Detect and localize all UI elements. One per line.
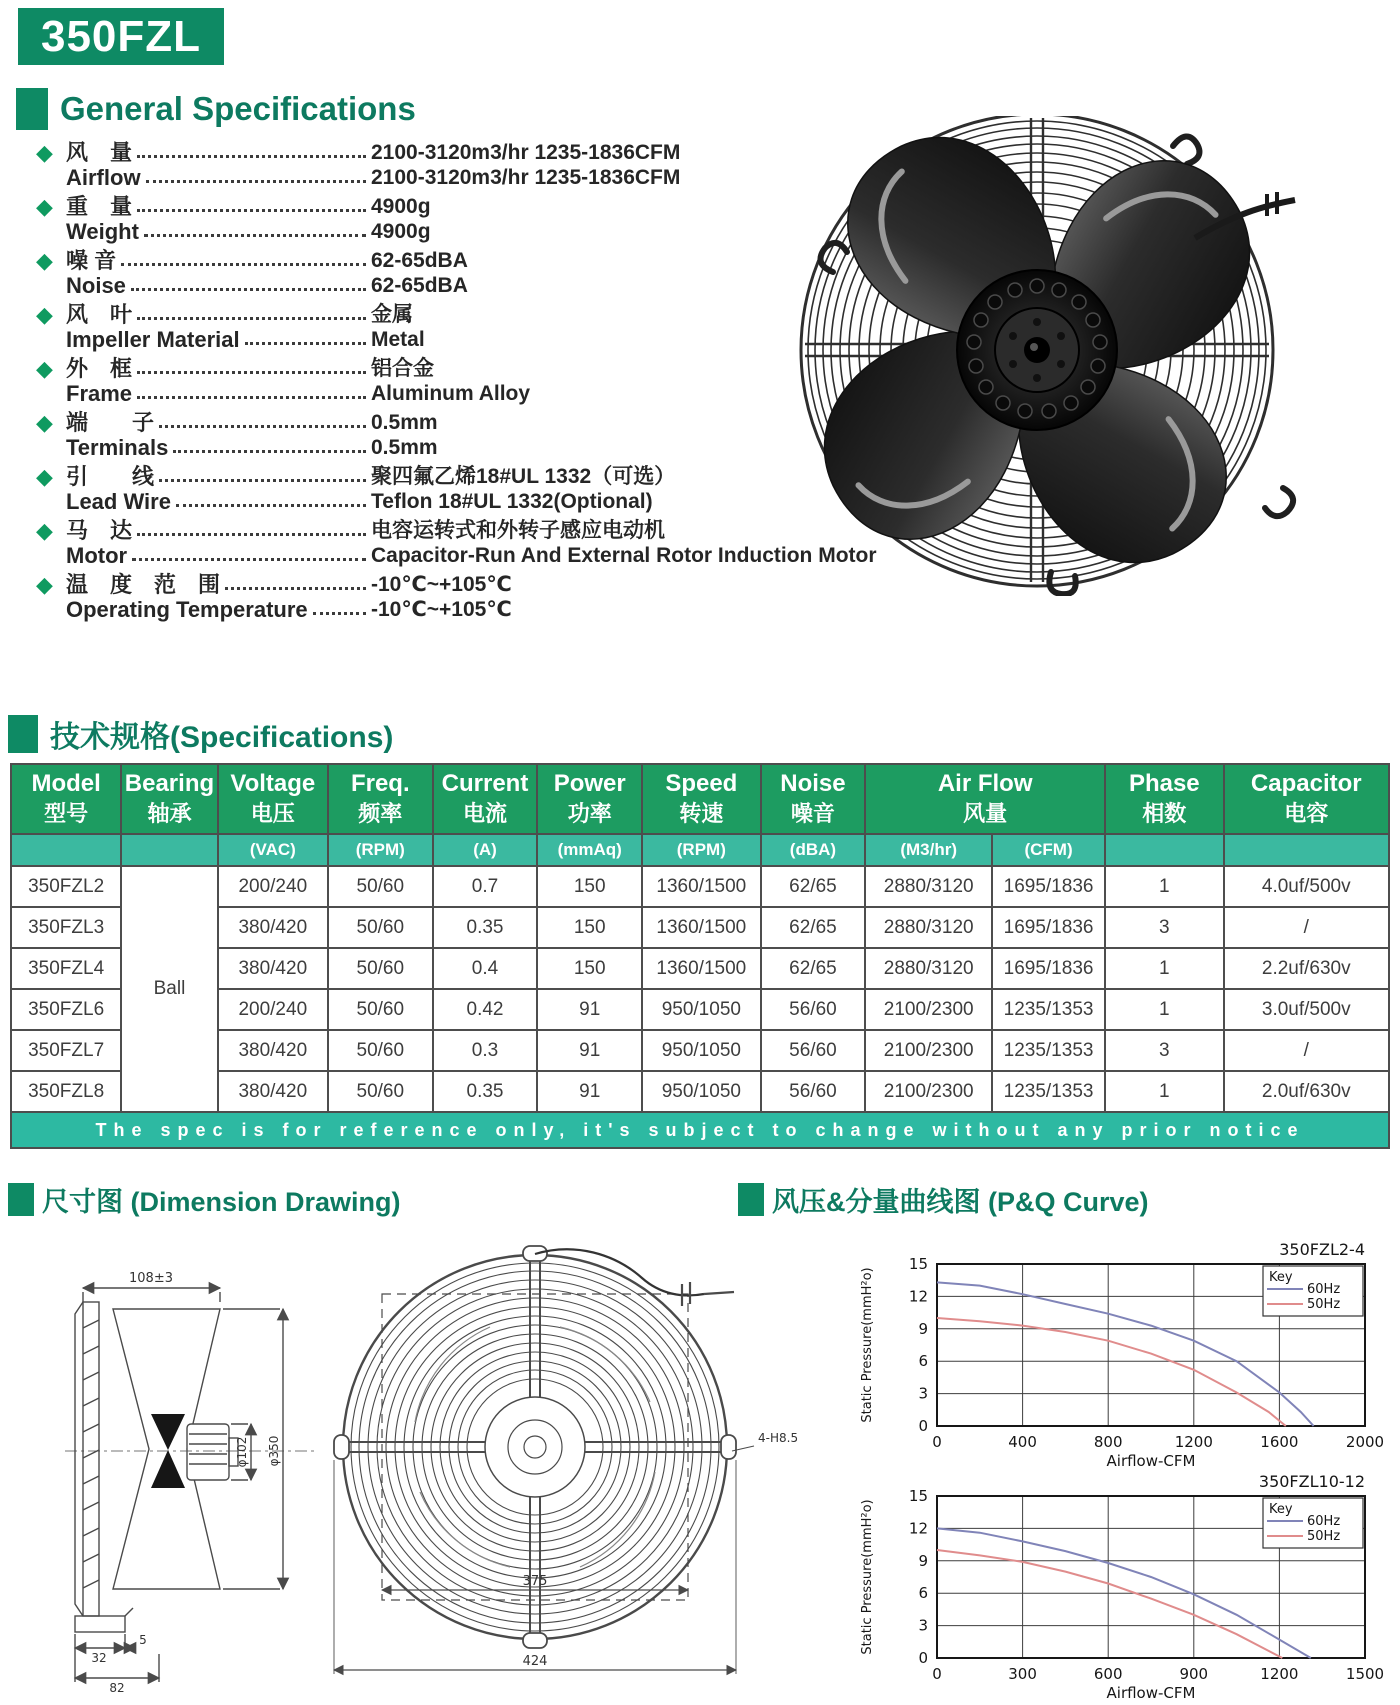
table-row: 350FZL6 200/240 50/60 0.42 91 950/1050 56/60 2100/2300 1235/1353 1 3.0uf/500v	[11, 989, 1389, 1030]
table-row: 350FZL3 380/420 50/60 0.35 150 1360/1500 62/65 2880/3120 1695/1836 3 /	[11, 907, 1389, 948]
svg-text:82: 82	[109, 1681, 125, 1695]
svg-text:5: 5	[139, 1633, 147, 1647]
section-square-icon	[16, 88, 48, 130]
spec-value: -10℃~+105℃	[371, 573, 512, 596]
col-capacitor: Capacitor 电容	[1224, 764, 1389, 834]
col-phase: Phase 相数	[1105, 764, 1224, 834]
svg-text:32: 32	[91, 1651, 107, 1665]
svg-text:50Hz: 50Hz	[1307, 1529, 1341, 1544]
svg-text:φ102: φ102	[235, 1436, 249, 1468]
general-spec-list	[36, 140, 877, 626]
svg-text:350FZL10-12: 350FZL10-12	[1258, 1472, 1365, 1491]
diamond-bullet-icon: ◆	[36, 140, 53, 165]
bearing-cell: Ball	[121, 866, 217, 1112]
table-units-row: (VAC) (RPM) (A) (mmAq) (RPM) (dBA) (M3/hr) (CFM)	[11, 834, 1389, 866]
spec-value: Capacitor-Run And External Rotor Induction Motor	[371, 544, 877, 567]
spec-value: 电容运转式和外转子感应电动机	[371, 519, 665, 542]
motor-hub	[957, 270, 1117, 430]
spec-value: 62-65dBA	[371, 249, 468, 272]
table-note: The spec is for reference only, it's subject to change without any prior notice	[11, 1112, 1389, 1148]
svg-text:12: 12	[908, 1287, 928, 1306]
svg-text:350FZL2-4: 350FZL2-4	[1279, 1240, 1365, 1259]
svg-text:1200: 1200	[1174, 1433, 1213, 1451]
col-freq: Freq. 频率	[328, 764, 433, 834]
spec-value: 2100-3120m3/hr 1235-1836CFM	[371, 166, 681, 189]
col-airflow: Air Flow 风量	[865, 764, 1105, 834]
diamond-bullet-icon: ◆	[36, 518, 53, 543]
col-model: Model 型号	[11, 764, 121, 834]
spec-item-airflow	[36, 140, 848, 190]
dimension-title: 尺寸图 (Dimension Drawing)	[42, 1187, 401, 1217]
dimension-drawing	[20, 1232, 810, 1702]
spec-value: Metal	[371, 328, 425, 351]
spec-label-en: Noise	[66, 273, 126, 298]
side-view	[65, 1271, 315, 1695]
svg-text:375: 375	[522, 1574, 548, 1589]
diamond-bullet-icon: ◆	[36, 194, 53, 219]
spec-value: 4900g	[371, 195, 431, 218]
spec-value: 金属	[371, 303, 413, 326]
table-row: 350FZL7 380/420 50/60 0.3 91 950/1050 56/60 2100/2300 1235/1353 3 /	[11, 1030, 1389, 1071]
dotted-leader	[159, 425, 366, 428]
svg-text:Airflow-CFM: Airflow-CFM	[1106, 1684, 1196, 1702]
svg-text:Key: Key	[1269, 1270, 1293, 1285]
svg-text:15: 15	[908, 1255, 928, 1273]
dotted-leader	[313, 612, 366, 615]
svg-text:0: 0	[918, 1417, 928, 1435]
pq-chart-350FZL10-12	[855, 1468, 1390, 1703]
spec-value: -10℃~+105℃	[371, 598, 512, 621]
svg-text:424: 424	[522, 1654, 548, 1669]
spec-item-leadwire	[36, 464, 848, 514]
spec-value: 0.5mm	[371, 411, 438, 434]
svg-text:0: 0	[932, 1665, 942, 1683]
dotted-leader	[245, 342, 366, 345]
svg-text:900: 900	[1179, 1665, 1209, 1683]
spec-value: 铝合金	[371, 357, 434, 380]
spec-value: 0.5mm	[371, 436, 438, 459]
pq-curve-header	[738, 1180, 1149, 1219]
spec-label-cn: 外 框	[66, 356, 133, 381]
dotted-leader	[144, 234, 366, 237]
col-speed: Speed 转速	[642, 764, 761, 834]
col-bearing: Bearing 轴承	[121, 764, 217, 834]
dotted-leader	[173, 450, 366, 453]
svg-text:50Hz: 50Hz	[1307, 1297, 1341, 1312]
diamond-bullet-icon: ◆	[36, 248, 53, 273]
svg-text:1600: 1600	[1260, 1433, 1299, 1451]
svg-text:φ350: φ350	[267, 1435, 281, 1467]
specs-table	[10, 763, 1390, 1149]
diamond-bullet-icon: ◆	[36, 464, 53, 489]
spec-label-cn: 风 叶	[66, 302, 133, 327]
table-row: 350FZL4 380/420 50/60 0.4 150 1360/1500 62/65 2880/3120 1695/1836 1 2.2uf/630v	[11, 948, 1389, 989]
table-row: 350FZL8 380/420 50/60 0.35 91 950/1050 56/60 2100/2300 1235/1353 1 2.0uf/630v	[11, 1071, 1389, 1112]
spec-item-motor	[36, 518, 877, 568]
spec-label-en: Impeller Material	[66, 327, 240, 352]
spec-item-temperature	[36, 572, 848, 622]
dotted-leader	[131, 288, 366, 291]
general-specs-title: General Specifications	[60, 90, 416, 127]
svg-text:108±3: 108±3	[129, 1271, 173, 1286]
section-square-icon	[8, 715, 38, 753]
spec-item-terminals	[36, 410, 848, 460]
svg-text:400: 400	[1008, 1433, 1037, 1451]
dotted-leader	[137, 371, 366, 374]
section-square-icon	[8, 1183, 34, 1216]
svg-text:600: 600	[1093, 1665, 1123, 1683]
spec-value: 聚四氟乙烯18#UL 1332（可选）	[371, 465, 676, 488]
svg-text:15: 15	[908, 1487, 928, 1505]
svg-text:9: 9	[918, 1551, 928, 1570]
svg-text:9: 9	[918, 1319, 928, 1338]
spec-value: 2100-3120m3/hr 1235-1836CFM	[371, 141, 681, 164]
svg-text:12: 12	[908, 1519, 928, 1538]
spec-item-noise	[36, 248, 848, 298]
diamond-bullet-icon: ◆	[36, 410, 53, 435]
spec-label-en: Airflow	[66, 165, 141, 190]
svg-text:60Hz: 60Hz	[1307, 1514, 1341, 1529]
dotted-leader	[225, 587, 366, 590]
dotted-leader	[176, 504, 366, 507]
svg-text:6: 6	[918, 1352, 928, 1371]
model-badge: 350FZL	[18, 8, 224, 65]
spec-item-impeller	[36, 302, 848, 352]
spec-label-cn: 引 线	[66, 464, 155, 489]
table-header-row	[11, 764, 1389, 834]
specs-table-header	[8, 712, 393, 756]
section-square-icon	[738, 1183, 764, 1216]
table-note-row	[11, 1112, 1389, 1148]
specs-table-title: 技术规格(Specifications)	[50, 721, 394, 754]
diamond-bullet-icon: ◆	[36, 572, 53, 597]
svg-text:3: 3	[918, 1384, 928, 1403]
dotted-leader	[137, 396, 366, 399]
dotted-leader	[146, 180, 366, 183]
spec-value: Teflon 18#UL 1332(Optional)	[371, 490, 653, 513]
spec-label-en: Terminals	[66, 435, 169, 460]
spec-label-en: Motor	[66, 543, 128, 568]
diamond-bullet-icon: ◆	[36, 302, 53, 327]
dotted-leader	[132, 558, 366, 561]
svg-text:6: 6	[918, 1584, 928, 1603]
spec-label-en: Lead Wire	[66, 489, 171, 514]
svg-text:1200: 1200	[1260, 1665, 1299, 1683]
col-power: Power 功率	[537, 764, 642, 834]
spec-label-cn: 噪 音	[66, 248, 117, 273]
spec-value: 4900g	[371, 220, 431, 243]
dotted-leader	[137, 209, 366, 212]
svg-text:0: 0	[918, 1649, 928, 1667]
dotted-leader	[121, 263, 366, 266]
svg-text:4-H8.5: 4-H8.5	[758, 1431, 799, 1445]
spec-item-frame	[36, 356, 848, 406]
dotted-leader	[137, 317, 366, 320]
svg-text:800: 800	[1093, 1433, 1123, 1451]
general-specs-header	[16, 88, 416, 130]
dotted-leader	[137, 533, 366, 536]
spec-value: 62-65dBA	[371, 274, 468, 297]
svg-text:2000: 2000	[1345, 1433, 1385, 1451]
pq-chart-350FZL2-4	[855, 1236, 1390, 1471]
spec-item-weight	[36, 194, 848, 244]
pq-curve-title: 风压&分量曲线图 (P&Q Curve)	[772, 1187, 1149, 1217]
svg-text:Key: Key	[1269, 1502, 1293, 1517]
diamond-bullet-icon: ◆	[36, 356, 53, 381]
spec-label-cn: 马 达	[66, 518, 133, 543]
svg-text:1500: 1500	[1345, 1665, 1385, 1683]
spec-label-cn: 重 量	[66, 194, 133, 219]
svg-text:3: 3	[918, 1616, 928, 1635]
spec-value: Aluminum Alloy	[371, 382, 531, 405]
table-row: 350FZL2 Ball 200/240 50/60 0.7 150 1360/1500 62/65 2880/3120 1695/1836 1 4.0uf/500v	[11, 866, 1389, 907]
spec-label-en: Operating Temperature	[66, 597, 308, 622]
fan-product-photo	[775, 116, 1300, 596]
spec-label-cn: 风 量	[66, 140, 133, 165]
spec-label-en: Weight	[66, 219, 139, 244]
svg-text:Airflow-CFM: Airflow-CFM	[1106, 1452, 1196, 1470]
spec-label-en: Frame	[66, 381, 133, 406]
dimension-header	[8, 1180, 401, 1219]
front-view	[334, 1246, 798, 1674]
dotted-leader	[159, 479, 366, 482]
col-voltage: Voltage 电压	[218, 764, 328, 834]
dotted-leader	[137, 155, 366, 158]
svg-text:Static Pressure(mmH²o): Static Pressure(mmH²o)	[860, 1499, 875, 1655]
col-current: Current 电流	[433, 764, 538, 834]
spec-label-cn: 端 子	[66, 410, 155, 435]
col-noise: Noise 噪音	[761, 764, 866, 834]
svg-text:300: 300	[1008, 1665, 1037, 1683]
svg-text:0: 0	[932, 1433, 942, 1451]
svg-text:60Hz: 60Hz	[1307, 1282, 1341, 1297]
spec-label-cn: 温 度 范 围	[66, 572, 221, 597]
svg-text:Static Pressure(mmH²o): Static Pressure(mmH²o)	[860, 1267, 875, 1423]
